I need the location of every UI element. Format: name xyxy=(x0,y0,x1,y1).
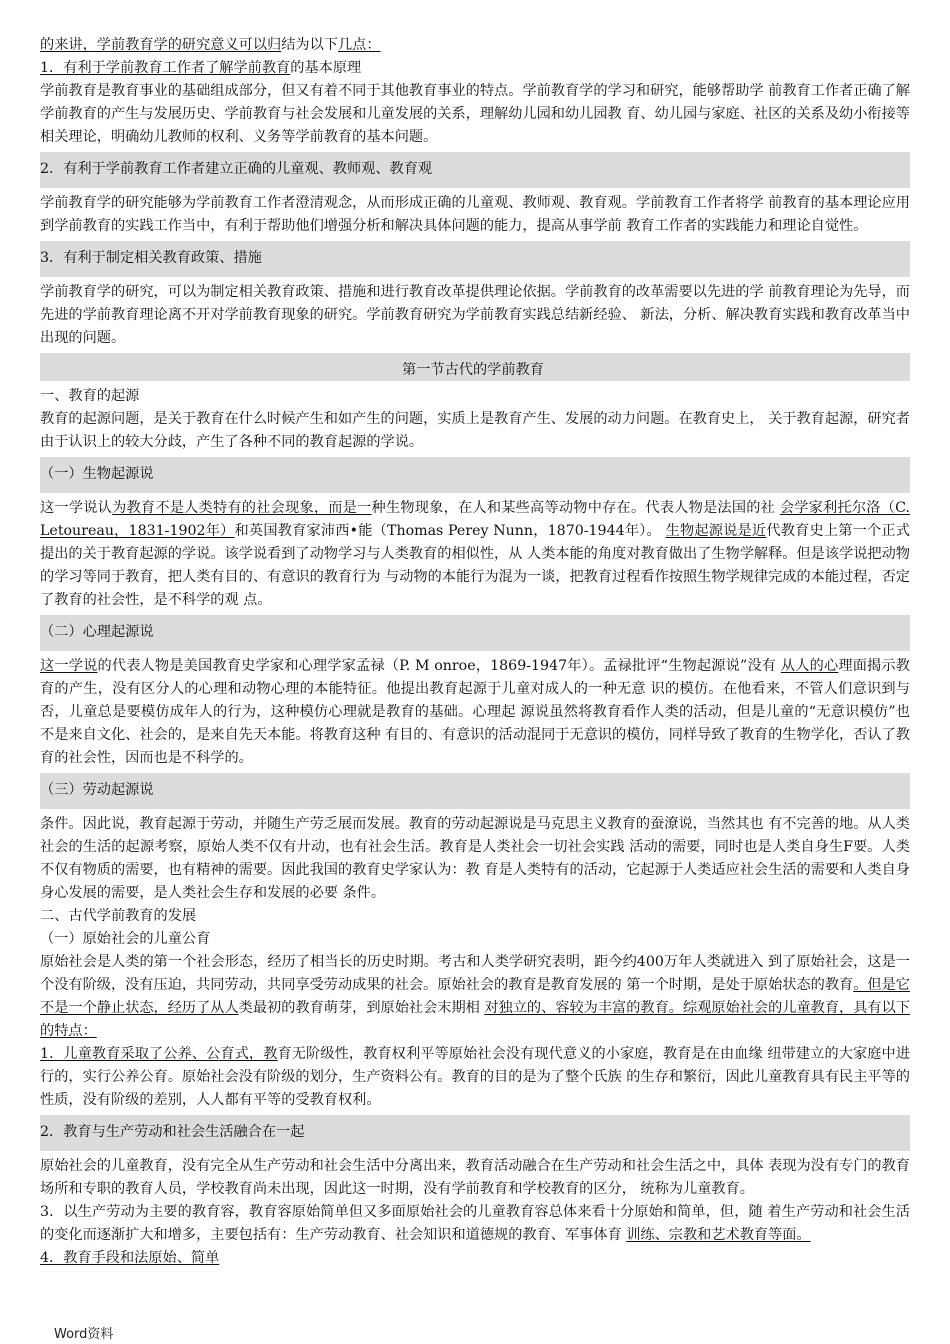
document-body xyxy=(40,34,910,1270)
underlined-text: 为教育不是人类特有的社会现象，而是一 xyxy=(112,500,372,516)
section-heading xyxy=(40,457,910,493)
underlined-text: 的来讲，学前教育学的研究意义可以归 xyxy=(40,37,282,53)
section-heading xyxy=(40,773,910,809)
text-run: 和英国教育家沛西•能（Thomas Perey Nunn，1870-1944年）。 xyxy=(234,523,666,539)
section-heading xyxy=(40,928,910,951)
text-run: 2．教育与生产劳动和社会生活融合在一起 xyxy=(40,1124,305,1140)
paragraph xyxy=(40,34,910,57)
section-heading xyxy=(40,241,910,277)
paragraph xyxy=(40,1043,910,1112)
text-run: 3．有利于制定相关教育政策、措施 xyxy=(40,250,262,266)
text-run: 教育的起源问题，是关于教育在什么时候产生和如产生的问题，实质上是教育产生、发展的动力问题。在教育史上， 关于教育起源，研究者由于认识上的较大分歧，产生了各种不同的教育起源的学说。 xyxy=(40,411,910,450)
text-run: 学前教育学的研究，可以为制定相关教育政策、措施和进行教育改革提供理论依据。学前教育的改革需要以先进的学 前教育理论为先导，而先进的学前教育理论离不开对学前教育现象的研究。学前教育研究为学前教育实践总结新经验、 新法，分析、解决教育实践和教育改革当中出现的问题。 xyxy=(40,284,910,346)
paragraph xyxy=(40,813,910,905)
text-run: （二）心理起源说 xyxy=(40,624,154,640)
text-run: 原始社会是人类的第一个社会形态，经历了相当长的历史时期。考古和人类学研究表明，距今约400万年人类就进入 到了原始社会，这是一个没有阶级，没有压迫，共同劳动，共同享受劳动成果的社会。原始社会的教育是教育发展的 第一个时期，是处于原始状态的教育 xyxy=(40,954,910,993)
text-run: 学前教育学的研究能够为学前教育工作者澄清观念，从而形成正确的儿童观、教师观、教育观。学前教育工作者将学 前教育的基本理论应用到学前教育的实践工作当中，有利于帮助他们增强分析和解决具体问题的能力，提高从事学前 教育工作者的实践能力和理论自觉性。 xyxy=(40,195,910,234)
section-heading xyxy=(40,1115,910,1151)
text-run: 学前教育是教育事业的基础组成部分，但又有着不同于其他教育事业的特点。学前教育学的学习和研究，能够帮助学 前教育工作者正确了解学前教育的产生与发展历史、学前教育与社会发展和儿童发展的关系，理解幼儿园和幼儿园教 育、幼儿园与家庭、社区的关系及幼小衔接等相关理论，明确幼儿教师的权利、义务等学前教育的基本问题。 xyxy=(40,83,910,145)
text-run: 育无阶级性，教育权利平等原始社会没有现代意义的小家庭，教育是在由血缘 纽带建立的大家庭中进行的，实行公养公育。原始社会没有阶级的划分，生产资料公有。教育的目的是为了整个氏族 的生存和繁衍，因此儿童教育具有民主平等的性质，没有阶级的差别，人人都有平等的受教育权利。 xyxy=(40,1046,911,1108)
paragraph xyxy=(40,80,910,149)
text-run: 原始社会的儿童教育，没有完全从生产劳动和社会生活中分离出来，教育活动融合在生产劳动和社会生活之中，具体 表现为没有专门的教育场所和专职的教育人员，学校教育尚未出现，因此这一时期，没有学前教育和学校教育的区分， 统称为儿童教育。 xyxy=(40,1158,910,1197)
section-heading xyxy=(40,57,910,80)
underlined-text: 。但是它不是一个静止状态，经历了从人 xyxy=(40,977,910,1016)
paragraph xyxy=(40,951,910,1043)
text-run: 的基本原理 xyxy=(290,60,362,76)
paragraph xyxy=(40,655,910,770)
underlined-text: 会学家利托尔洛（C. Letoureau，1831-1902年） xyxy=(40,500,910,539)
text-run: 一、教育的起源 xyxy=(40,388,140,404)
text-run: 这一学说认 xyxy=(40,500,113,516)
underlined-text: 这一学说 xyxy=(40,658,98,674)
paragraph xyxy=(40,1155,910,1201)
text-run: 2．有利于学前教育工作者建立正确的儿童观、教师观、教育观 xyxy=(40,161,433,177)
text-run: （一）原始社会的儿童公育 xyxy=(40,931,211,947)
section-heading xyxy=(40,615,910,651)
text-run: 类最初的教育萌芽，到原始社会末期相 xyxy=(238,1000,485,1016)
section-heading xyxy=(40,1247,910,1270)
paragraph xyxy=(40,1201,910,1247)
paragraph xyxy=(40,281,910,350)
underlined-text: 1．有利于学前教育工作者了解学前教育 xyxy=(40,60,291,76)
underlined-text: 从人的心 xyxy=(780,658,839,674)
underlined-text: 对独立的、容较为丰富的教育。综观原始社会的儿童教育，具有以下的特点： xyxy=(40,1000,910,1039)
text-run: 第一节古代的学前教育 xyxy=(402,362,544,378)
underlined-text: 4．教育手段和法原始、简单 xyxy=(40,1250,220,1266)
underlined-text: 1．儿童教育采取了公养、公育式，教 xyxy=(40,1046,278,1062)
text-run: 的代表人物是美国教育史学家和心理学家孟禄（P. M onroe，1869-1947年）。孟禄批评“生物起源说”没有 xyxy=(97,658,781,674)
text-run: 种生物现象，在人和某些高等动物中存在。代表人物是法国的社 xyxy=(371,500,780,516)
underlined-text: 几点： xyxy=(337,37,381,53)
underlined-text: 训练、宗教和艺术教育等面。 xyxy=(626,1227,811,1243)
text-run: 结为以下 xyxy=(281,37,338,53)
text-run: （三）劳动起源说 xyxy=(40,782,154,798)
section-heading xyxy=(40,152,910,188)
text-run: 条件。因此说，教育起源于劳动，并随生产劳乏展而发展。教育的劳动起源说是马克思主义教育的蚕潦说，当然其也 有不完善的地。从人类社会的生活的起源考察，原始人类不仅有廾动，也有社会生活。教育是人类社会一切社会实践 活动的需要，同时也是人类自身生F要。人类不仅有物质的需要，也有精神的需要。因此我国的教育史学家认为：教 育是人类特有的活动，它起源于人类适应社会生活的需要和人类自身身心发展的需要，是人类社会生存和发展的必要 条件。 xyxy=(40,816,910,901)
text-run: （一）生物起源说 xyxy=(40,466,154,482)
text-run: 代教育史上第一个正式提出的关于教育起源的学说。该学说看到了动物学习与人类教育的相似性，从 人类本能的角度对教育做出了生物学解释。但是该学说把动物的学习等同于教育，把人类有目的、有意识的教育行为 与动物的本能行为混为一谈，把教育过程看作按照生物学规律完成的本能过程，否定了教育的社会性，是不科学的观 点。 xyxy=(40,523,910,608)
section-heading xyxy=(40,385,910,408)
footer-label: Word资料 xyxy=(54,1327,114,1342)
paragraph xyxy=(40,497,910,612)
text-run: 3．以生产劳动为主要的教育容，教育容原始简单但又多面原始社会的儿童教育容总体来看十分原始和简单，但，随 着生产劳动和社会生活的变化而逐渐扩大和增多，主要包括有：生产劳动教育、社会知识和道德规的教育、军事体育 xyxy=(40,1204,910,1243)
text-run: 二、古代学前教育的发展 xyxy=(40,908,197,924)
underlined-text: 生物起源说是近 xyxy=(665,523,767,539)
section-heading xyxy=(40,905,910,928)
paragraph xyxy=(40,408,910,454)
text-run: 理面揭示教育的产生，没有区分人的心理和动物心理的本能特征。他提出教育起源于儿童对成人的一种无意 识的模仿。在他看来，不管人们意识到与否，儿童总是要模仿成年人的行为，这种模仿心理就是教育的基础。心理起 源说虽然将教育看作人类的活动，但是儿童的“无意识模仿”也不是来自文化、社会的，是来自先天本能。将教育这种 有目的、有意识的活动混同于无意识的模仿，同样导致了教育的生物学化，否认了教育的社会性，因而也是不科学的。 xyxy=(40,658,910,766)
paragraph xyxy=(40,192,910,238)
section-heading xyxy=(40,353,910,381)
